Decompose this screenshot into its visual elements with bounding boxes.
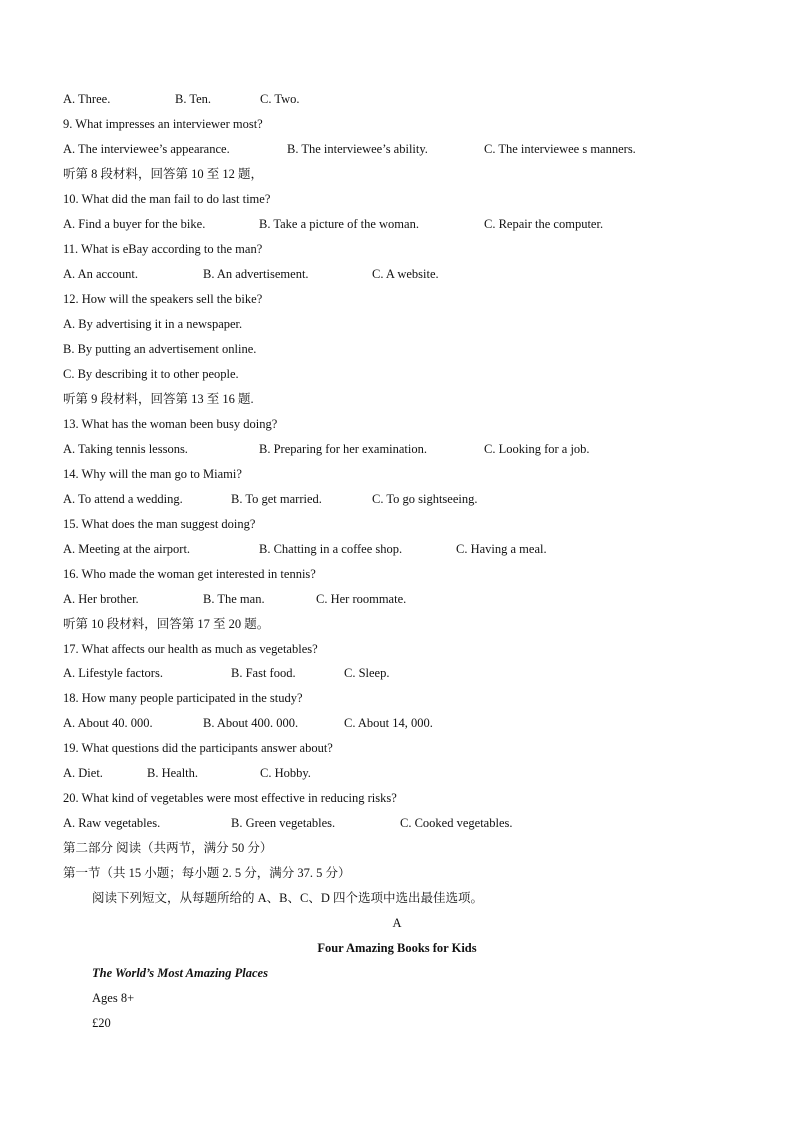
q9-option-b: B. The interviewee’s ability. [287, 142, 428, 156]
q12-option-b: B. By putting an advertisement online. [63, 342, 257, 356]
q16-question: 16. Who made the woman get interested in tennis? [63, 567, 316, 581]
section-8-heading: 听第 8 段材料，回答第 10 至 12 题， [63, 167, 264, 181]
q13-option-c: C. Looking for a job. [484, 442, 590, 456]
q15-option-c: C. Having a meal. [456, 542, 547, 556]
part-2-heading: 第二部分 阅读（共两节，满分 50 分） [63, 841, 273, 855]
q17-question: 17. What affects our health as much as vegetables? [63, 642, 318, 656]
q8-option-c: C. Two. [260, 92, 300, 106]
section-9-heading: 听第 9 段材料，回答第 13 至 16 题. [63, 392, 254, 406]
q17-option-b: B. Fast food. [231, 666, 296, 680]
q19-option-a: A. Diet. [63, 766, 103, 780]
q19-option-b: B. Health. [147, 766, 199, 780]
q14-option-b: B. To get married. [231, 492, 322, 506]
q20-option-a: A. Raw vegetables. [63, 816, 161, 830]
section-10-heading: 听第 10 段材料，回答第 17 至 20 题。 [63, 617, 270, 631]
q10-question: 10. What did the man fail to do last time? [63, 192, 271, 206]
q18-option-a: A. About 40. 000. [63, 716, 153, 730]
q8-option-b: B. Ten. [175, 92, 212, 106]
q17-option-a: A. Lifestyle factors. [63, 666, 163, 680]
q14-option-c: C. To go sightseeing. [372, 492, 478, 506]
passage-title: Four Amazing Books for Kids [317, 941, 477, 955]
q19-question: 19. What questions did the participants answer about? [63, 741, 333, 755]
q15-option-b: B. Chatting in a coffee shop. [259, 542, 403, 556]
q18-option-b: B. About 400. 000. [203, 716, 299, 730]
q12-question: 12. How will the speakers sell the bike? [63, 292, 263, 306]
q19-option-c: C. Hobby. [260, 766, 311, 780]
q9-option-a: A. The interviewee’s appearance. [63, 142, 230, 156]
book-1-ages: Ages 8+ [92, 991, 135, 1005]
q12-option-c: C. By describing it to other people. [63, 367, 239, 381]
q10-option-c: C. Repair the computer. [484, 217, 604, 231]
q11-option-b: B. An advertisement. [203, 267, 309, 281]
q9-option-c: C. The interviewee s manners. [484, 142, 636, 156]
q18-option-c: C. About 14, 000. [344, 716, 433, 730]
q17-option-c: C. Sleep. [344, 666, 390, 680]
book-1-price: £20 [92, 1016, 111, 1030]
q15-question: 15. What does the man suggest doing? [63, 517, 256, 531]
q14-option-a: A. To attend a wedding. [63, 492, 183, 506]
q14-question: 14. Why will the man go to Miami? [63, 467, 242, 481]
q10-option-a: A. Find a buyer for the bike. [63, 217, 206, 231]
q16-option-c: C. Her roommate. [316, 592, 407, 606]
q20-option-b: B. Green vegetables. [231, 816, 336, 830]
q11-question: 11. What is eBay according to the man? [63, 242, 263, 256]
q12-option-a: A. By advertising it in a newspaper. [63, 317, 243, 331]
q10-option-b: B. Take a picture of the woman. [259, 217, 419, 231]
q9-question: 9. What impresses an interviewer most? [63, 117, 263, 131]
reading-instructions: 阅读下列短文，从每题所给的 A、B、C、D 四个选项中选出最佳选项。 [92, 891, 483, 905]
q20-option-c: C. Cooked vegetables. [400, 816, 513, 830]
book-1-title: The World’s Most Amazing Places [92, 966, 268, 980]
q13-option-a: A. Taking tennis lessons. [63, 442, 188, 456]
section-1-heading: 第一节（共 15 小题；每小题 2. 5 分，满分 37. 5 分） [63, 866, 351, 880]
q15-option-a: A. Meeting at the airport. [63, 542, 191, 556]
q13-option-b: B. Preparing for her examination. [259, 442, 428, 456]
passage-letter: A [392, 916, 402, 930]
q20-question: 20. What kind of vegetables were most effective in reducing risks? [63, 791, 397, 805]
q13-question: 13. What has the woman been busy doing? [63, 417, 278, 431]
q8-option-a: A. Three. [63, 92, 111, 106]
q16-option-b: B. The man. [203, 592, 265, 606]
q16-option-a: A. Her brother. [63, 592, 139, 606]
q18-question: 18. How many people participated in the study? [63, 691, 303, 705]
q11-option-c: C. A website. [372, 267, 439, 281]
q11-option-a: A. An account. [63, 267, 138, 281]
